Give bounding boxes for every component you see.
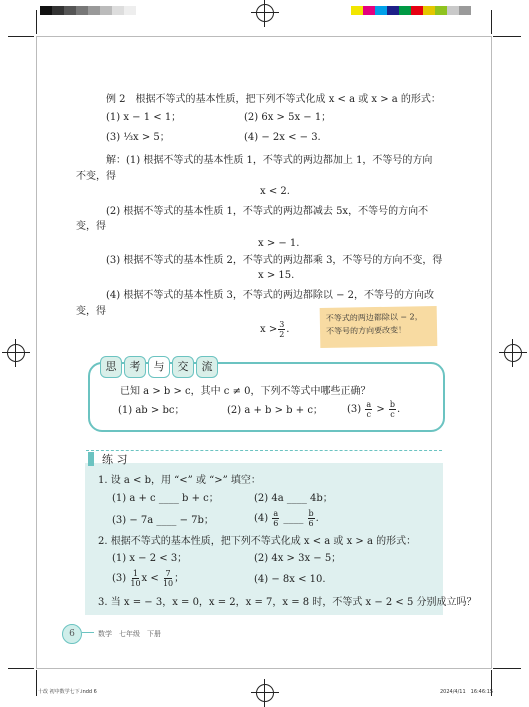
color-swatch	[423, 6, 435, 15]
color-swatch	[459, 6, 471, 15]
page-number-badge	[62, 624, 82, 644]
practice-q2: 2. 根据不等式的基本性质，把下列不等式化成 x < a 或 x > a 的形式：	[98, 536, 417, 547]
example-item-3: (3) ⅓x > 5；	[106, 132, 170, 143]
example-item-4: (4) − 2x < − 3.	[244, 132, 321, 143]
example-item-2: (2) 6x > 5x − 1；	[244, 112, 332, 123]
crop-mark	[493, 36, 521, 37]
print-date: 2024/4/11 16:46:15	[440, 689, 494, 695]
color-swatch	[64, 6, 76, 15]
title-char: 考	[124, 356, 146, 378]
title-char: 流	[196, 356, 218, 378]
solution-1-line-2: 不变，得	[76, 171, 116, 182]
crop-mark	[8, 668, 34, 669]
file-info: 十改 初中数学七下.indd 6	[38, 689, 97, 695]
practice-title: 练 习	[102, 453, 128, 466]
solution-1-line-1: 解：(1) 根据不等式的基本性质 1，不等式的两边都加上 1，不等号的方向	[106, 155, 433, 166]
crop-mark	[491, 10, 492, 34]
color-swatch	[363, 6, 375, 15]
color-swatch	[375, 6, 387, 15]
think-discuss-title	[100, 355, 220, 378]
solution-3-line-1: (3) 根据不等式的基本性质 2，不等式的两边都乘 3，不等号的方向不变，得	[106, 255, 443, 266]
practice-marker	[88, 452, 94, 466]
think-option-1: (1) ab > bc；	[118, 405, 185, 416]
page-number: 6	[69, 629, 75, 639]
crop-mark	[8, 36, 34, 37]
color-swatch	[100, 6, 112, 15]
think-option-2: (2) a + b > b + c；	[227, 405, 323, 416]
note-line-2: 不等号的方向要改变！	[325, 325, 407, 336]
registration-mark-bottom	[256, 684, 274, 702]
color-swatch	[76, 6, 88, 15]
color-swatch	[40, 6, 52, 15]
solution-2-line-1: (2) 根据不等式的基本性质 1，不等式的两边都减去 5x，不等号的方向不	[106, 206, 429, 217]
margin-note	[320, 306, 438, 348]
fraction: $\frac{7}{10}$	[162, 569, 174, 588]
title-char: 思	[100, 356, 122, 378]
note-line-1: 不等式的两边都除以 − 2，	[325, 312, 423, 323]
color-calibration-bar	[351, 6, 471, 15]
color-swatch	[399, 6, 411, 15]
trim-line-left	[36, 36, 37, 668]
result-3: x > 15.	[258, 270, 295, 281]
result-2: x > − 1.	[258, 238, 300, 249]
crop-mark	[36, 670, 37, 696]
practice-q2-2: (2) 4x > 3x − 5；	[254, 553, 342, 564]
example-item-1: (1) x − 1 < 1；	[106, 112, 182, 123]
practice-q1-2: (2) 4a ____ 4b；	[254, 493, 333, 504]
color-swatch	[435, 6, 447, 15]
result-1: x < 2.	[260, 186, 290, 197]
registration-mark-top	[256, 4, 274, 22]
color-swatch	[124, 6, 136, 15]
color-swatch	[112, 6, 124, 15]
fraction: $\frac{1}{10}$	[130, 569, 141, 588]
example-heading: 例 2 根据不等式的基本性质，把下列不等式化成 x < a 或 x > a 的形式：	[106, 94, 441, 105]
practice-q1: 1. 设 a < b，用 “<” 或 “>” 填空：	[98, 475, 261, 486]
footer-rule	[82, 632, 94, 633]
practice-q1-3: (3) − 7a ____ − 7b；	[112, 515, 214, 526]
fraction: $\frac{a}{6}$	[273, 509, 279, 528]
color-swatch	[52, 6, 64, 15]
practice-q1-4: (4) $\frac{a}{6}$ ____ $\frac{b}{6}$ .	[254, 509, 319, 528]
practice-q3: 3. 当 x = − 3，x = 0，x = 2，x = 7，x = 8 时，不等式 x − 2 < 5 分别成立吗？	[98, 597, 477, 608]
fraction: $\frac{3}{2}$	[279, 320, 285, 339]
practice-q2-3: (3) $\frac{1}{10}$ x < $\frac{7}{10}$ ；	[112, 569, 185, 588]
practice-q2-4: (4) − 8x < 10.	[254, 574, 326, 585]
color-swatch	[387, 6, 399, 15]
practice-q2-1: (1) x − 2 < 3；	[112, 553, 188, 564]
think-question: 已知 a > b > c，其中 c ≠ 0，下列不等式中哪些正确？	[120, 386, 371, 397]
solution-2-line-2: 变，得	[76, 221, 106, 232]
book-title: 数学 七年级 下册	[98, 630, 161, 638]
color-swatch	[447, 6, 459, 15]
trim-line-right	[491, 36, 492, 668]
think-option-3: (3) $\frac{a}{c}$ > $\frac{b}{c}$ .	[347, 400, 401, 419]
color-swatch	[88, 6, 100, 15]
color-swatch	[411, 6, 423, 15]
gray-calibration-bar	[40, 6, 136, 15]
practice-divider	[86, 450, 442, 467]
title-char: 与	[148, 356, 170, 378]
fraction: $\frac{b}{c}$	[389, 400, 396, 419]
title-char: 交	[172, 356, 194, 378]
fraction: $\frac{b}{6}$	[308, 509, 314, 528]
solution-4-line-2: 变，得	[76, 306, 106, 317]
result-4: x > $\frac{3}{2}$ .	[260, 320, 290, 339]
practice-q1-1: (1) a + c ____ b + c；	[112, 493, 219, 504]
crop-mark	[36, 10, 37, 34]
solution-4-line-1: (4) 根据不等式的基本性质 3，不等式的两边都除以 − 2，不等号的方向改	[106, 290, 434, 301]
fraction: $\frac{a}{c}$	[366, 400, 372, 419]
trim-line-top	[36, 36, 492, 37]
registration-mark-right	[504, 344, 522, 362]
crop-mark	[493, 668, 521, 669]
trim-line-bottom	[36, 668, 492, 669]
color-swatch	[351, 6, 363, 15]
registration-mark-left	[7, 344, 25, 362]
